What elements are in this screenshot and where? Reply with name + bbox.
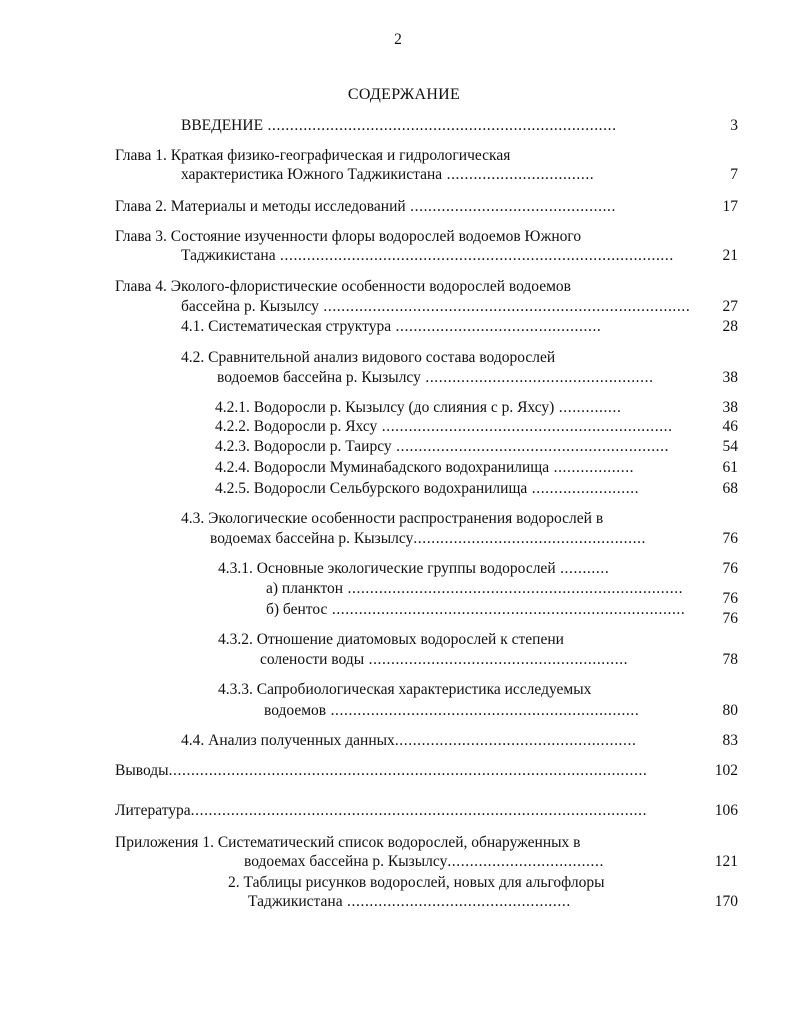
toc-entry-4-3-3-cont: водоемов ..................................................................... [264,702,640,719]
toc-page-4-3: 76 [722,530,738,547]
toc-entry-chapter-1-cont: характеристика Южного Таджикистана ................................. [181,166,595,183]
toc-entry-appendix-1-cont: водоемах бассейна р. Кызылсу................................... [244,853,604,870]
toc-page-appendix-2: 170 [714,893,738,910]
toc-page-4-2-3: 54 [722,438,738,455]
toc-page-4-2-1: 38 [722,399,738,416]
toc-page-literature: 106 [714,802,738,819]
toc-entry-literature: Литература...................................................................................................... [115,802,648,819]
toc-entry-4-3-1-a: а) планктон ........................................................................... [266,580,684,597]
toc-page-4-2-2: 46 [722,418,738,435]
toc-entry-4-4: 4.4. Анализ полученных данных...................................................... [181,732,637,749]
toc-entry-chapter-3-cont: Таджикистана ........................................................................................ [181,247,674,264]
toc-heading: СОДЕРЖАНИЕ [347,86,461,103]
toc-page-4-3-1-a: 76 [722,590,738,607]
toc-entry-4-2: 4.2. Сравнительной анализ видового состава водорослей [181,349,556,366]
toc-page-chapter-3: 21 [722,247,738,264]
toc-entry-4-3: 4.3. Экологические особенности распространения водорослей в [181,510,604,527]
toc-entry-4-1: 4.1. Систематическая структура .............................................. [181,318,602,335]
toc-entry-4-2-2: 4.2.2. Водоросли р. Яхсу ................................................................. [215,418,673,435]
toc-entry-4-3-1-b: б) бентос ............................................................................... [266,601,686,618]
toc-page-4-4: 83 [722,732,738,749]
toc-page-chapter-4: 27 [722,298,738,315]
toc-entry-4-3-1: 4.3.1. Основные экологические группы водорослей ........... [218,560,610,577]
toc-page-4-3-2: 78 [722,651,738,668]
toc-entry-4-3-3: 4.3.3. Сапробиологическая характеристика исследуемых [218,681,592,698]
page-number: 2 [394,31,402,48]
toc-entry-4-2-cont: водоемов бассейна р. Кызылсу ................................................... [217,369,654,386]
toc-page-4-1: 28 [722,318,738,335]
toc-page-4-3-3: 80 [722,702,738,719]
toc-entry-4-2-3: 4.2.3. Водоросли р. Таирсу ............................................................. [215,438,670,455]
toc-entry-4-2-4: 4.2.4. Водоросли Муминабадского водохранилища .................. [215,459,635,476]
toc-entry-chapter-2: Глава 2. Материалы и методы исследований .............................................. [115,198,616,215]
toc-entry-chapter-4: Глава 4. Эколого-флористические особенности водорослей водоемов [115,278,572,295]
toc-page-4-2: 38 [722,369,738,386]
toc-entry-appendix-1: Приложения 1. Систематический список водорослей, обнаруженных в [115,834,581,851]
toc-entry-intro: ВВЕДЕНИЕ .............................................................................. [181,117,617,134]
toc-entry-4-3-cont: водоемах бассейна р. Кызылсу.................................................... [210,530,647,547]
toc-entry-conclusions: Выводы........................................................................................................... [115,762,648,779]
toc-page-4-2-5: 68 [722,480,738,497]
toc-page-chapter-2: 17 [722,198,738,215]
toc-page-4-3-1-b: 76 [722,610,738,627]
toc-entry-appendix-2: 2. Таблицы рисунков водорослей, новых для альгофлоры [228,874,605,891]
toc-entry-chapter-1: Глава 1. Краткая физико-географическая и гидрологическая [115,147,511,164]
toc-entry-chapter-3: Глава 3. Состояние изученности флоры водорослей водоемов Южного [115,228,582,245]
toc-entry-4-3-2-cont: солености воды .......................................................... [260,651,629,668]
toc-page-intro: 3 [730,117,738,134]
toc-entry-4-3-2: 4.3.2. Отношение диатомовых водорослей к степени [218,631,564,648]
toc-page-4-3-1: 76 [722,560,738,577]
toc-entry-appendix-2-cont: Таджикистана .................................................. [248,893,571,910]
toc-entry-chapter-4-cont: бассейна р. Кызылсу .................................................................................. [181,298,691,315]
toc-entry-4-2-1: 4.2.1. Водоросли р. Кызылсу (до слияния с р. Яхсу) .............. [215,399,622,416]
toc-page-chapter-1: 7 [730,166,738,183]
toc-page-appendix-1: 121 [714,853,738,870]
toc-entry-4-2-5: 4.2.5. Водоросли Сельбурского водохранилища ........................ [215,480,640,497]
toc-page-4-2-4: 61 [722,459,738,476]
toc-page-conclusions: 102 [714,762,738,779]
